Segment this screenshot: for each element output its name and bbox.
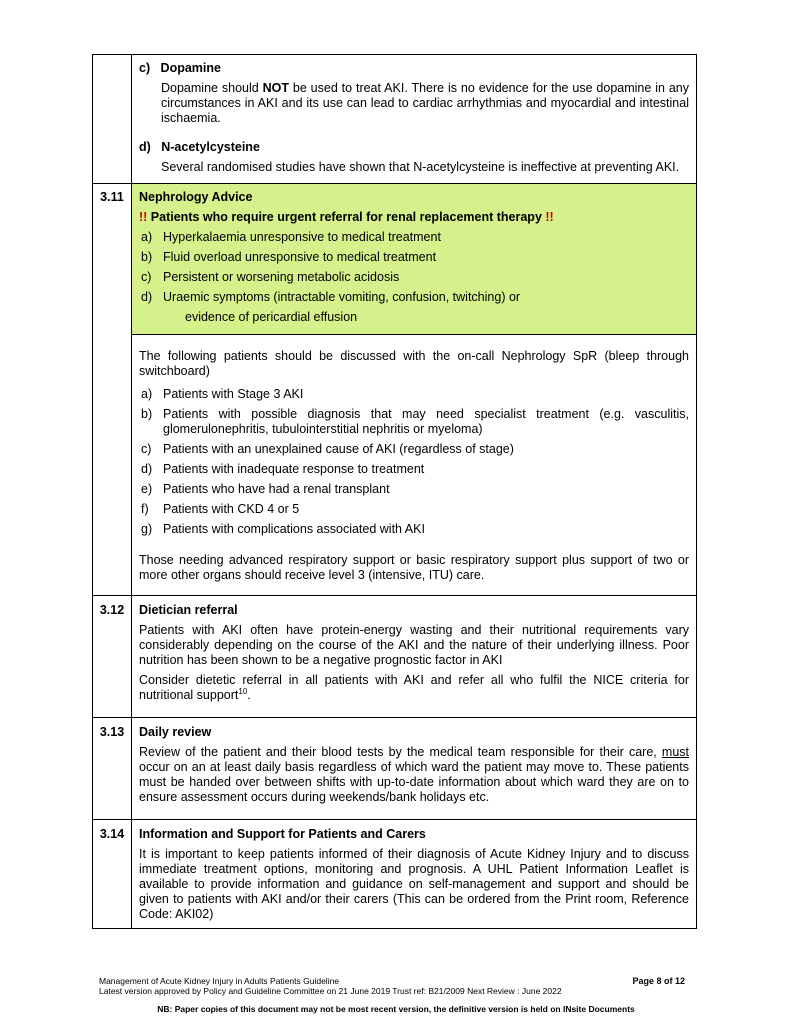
section-row-continued <box>93 55 697 184</box>
list-text: Hyperkalaemia unresponsive to medical treatment <box>163 230 441 244</box>
daily-review-text-a: Review of the patient and their blood tests by the medical team responsible for their care, <box>139 745 662 759</box>
list-marker-empty <box>139 310 163 325</box>
list-text: Persistent or worsening metabolic acidosis <box>163 270 400 284</box>
dietician-title: Dietician referral <box>139 603 238 617</box>
list-text: Patients with complications associated with AKI <box>163 522 425 536</box>
list-item <box>139 462 689 477</box>
info-support-title: Information and Support for Patients and Carers <box>139 827 426 841</box>
list-item <box>139 522 689 537</box>
nac-text: Several randomised studies have shown that N-acetylcysteine is ineffective at preventing AKI. <box>161 160 680 174</box>
list-item-continuation <box>139 310 689 325</box>
paper-copy-notice: NB: Paper copies of this document may not be most recent version, the definitive version is held on INsite Documents <box>157 1004 635 1014</box>
list-marker: d) <box>141 462 153 476</box>
daily-review-must: must <box>661 745 689 759</box>
list-text: Patients with possible diagnosis that may need specialist treatment (e.g. vasculitis, glomerulonephritis, tubulointerstitial nephritis or myeloma) <box>163 407 689 436</box>
section-body-continued <box>132 55 697 184</box>
dietician-p2-text: Consider dietetic referral in all patients with AKI and refer all who fulfil the NICE criteria for nutritional support <box>139 673 689 702</box>
footer-title: Management of Acute Kidney Injury in Adults Patients Guideline <box>99 976 340 986</box>
list-item <box>139 270 689 285</box>
list-item <box>139 407 689 437</box>
section-row-3-11-discuss <box>93 335 697 596</box>
section-row-3-14 <box>93 820 697 929</box>
list-marker: a) <box>141 230 153 244</box>
list-item <box>139 250 689 265</box>
list-text: evidence of pericardial effusion <box>185 310 358 324</box>
guideline-table <box>92 54 697 929</box>
info-support-text: It is important to keep patients informed of their diagnosis of Acute Kidney Injury and to discuss immediate treatment options, monitoring and prognosis. A UHL Patient Information Leaflet is available to provide information and guidance on self-management and support and should be given to patients with AKI and/or their carers (This can be ordered from the Print room, Reference Code: AKI02) <box>139 847 689 921</box>
dopamine-heading <box>139 61 689 76</box>
dopamine-title: Dopamine <box>160 61 221 75</box>
section-body-3-12 <box>132 596 697 718</box>
alert-mark-left: !! <box>139 210 148 224</box>
urgent-referral-heading <box>139 210 689 225</box>
list-marker: c) <box>141 442 152 456</box>
daily-review-text <box>139 745 689 805</box>
section-row-3-13 <box>93 718 697 820</box>
list-marker: f) <box>141 502 149 516</box>
dopamine-mark: c) <box>139 61 151 75</box>
alert-mark-right: !! <box>545 210 554 224</box>
list-marker: b) <box>141 250 153 264</box>
discuss-outro: Those needing advanced respiratory support or basic respiratory support plus support of two or more other organs should receive level 3 (intensive, ITU) care. <box>139 553 689 582</box>
list-text: Patients with inadequate response to treatment <box>163 462 425 476</box>
nephrology-advice-title: Nephrology Advice <box>139 190 253 204</box>
list-text: Patients with CKD 4 or 5 <box>163 502 300 516</box>
reference-superscript: 10 <box>238 686 248 696</box>
list-marker: a) <box>141 387 153 401</box>
dietician-p2 <box>139 673 689 703</box>
urgent-referral-text: Patients who require urgent referral for renal replacement therapy <box>147 210 546 224</box>
daily-review-title: Daily review <box>139 725 212 739</box>
urgent-referral-box <box>132 184 697 335</box>
list-item <box>139 387 689 402</box>
dopamine-text-a: Dopamine should <box>161 81 263 95</box>
discuss-box <box>132 335 697 596</box>
list-item <box>139 290 689 305</box>
dopamine-text-b: be used to treat AKI. There is no evidence for the use dopamine in any circumstances in AKI and its use can lead to cardiac arrhythmias and myocardial and intestinal ischaemia. <box>161 81 689 125</box>
list-item <box>139 230 689 245</box>
section-row-3-12 <box>93 596 697 718</box>
page-footer <box>99 976 685 996</box>
list-marker: d) <box>141 290 153 304</box>
list-marker: e) <box>141 482 153 496</box>
nac-title: N-acetylcysteine <box>161 140 260 154</box>
list-marker: g) <box>141 522 153 536</box>
footer-row <box>99 976 685 986</box>
list-text: Fluid overload unresponsive to medical treatment <box>163 250 437 264</box>
dopamine-text-not: NOT <box>262 81 289 95</box>
list-item <box>139 442 689 457</box>
dopamine-text <box>161 81 689 126</box>
list-marker: c) <box>141 270 152 284</box>
section-row-3-11 <box>93 184 697 335</box>
dietician-p1: Patients with AKI often have protein-energy wasting and their nutritional requirements vary considerably depending on the course of the AKI and the nature of their underlying illness. Poor nutrition has been shown to be a negative prognostic factor in AKI <box>139 623 689 667</box>
nac-mark: d) <box>139 140 151 154</box>
dietician-p2-end: . <box>247 688 251 702</box>
page-number: Page 8 of 12 <box>632 976 685 986</box>
list-text: Patients with Stage 3 AKI <box>163 387 304 401</box>
section-number-3-13: 3.13 <box>93 718 132 820</box>
nac-heading <box>139 140 689 155</box>
urgent-criteria-list <box>139 230 689 325</box>
section-number-3-11: 3.11 <box>93 184 132 596</box>
list-text: Uraemic symptoms (intractable vomiting, confusion, twitching) or <box>163 290 521 304</box>
footer-approval: Latest version approved by Policy and Guideline Committee on 21 June 2019 Trust ref: B21/2009 Next Review : June 2022 <box>99 986 562 996</box>
discuss-criteria-list <box>139 387 689 537</box>
section-number-3-14: 3.14 <box>93 820 132 929</box>
list-marker: b) <box>141 407 153 421</box>
list-item <box>139 502 689 517</box>
list-text: Patients who have had a renal transplant <box>163 482 390 496</box>
list-text: Patients with an unexplained cause of AKI (regardless of stage) <box>163 442 514 456</box>
daily-review-text-b: occur on an at least daily basis regardless of which ward the patient may move to. These patients must be handed over between shifts with up-to-date information about which ward they are on to ensure assessment occurs during weekends/bank holidays etc. <box>139 760 689 804</box>
section-body-3-14 <box>132 820 697 929</box>
section-body-3-13 <box>132 718 697 820</box>
section-number-empty <box>93 55 132 184</box>
discuss-intro: The following patients should be discussed with the on-call Nephrology SpR (bleep through switchboard) <box>139 349 689 378</box>
list-item <box>139 482 689 497</box>
section-number-3-12: 3.12 <box>93 596 132 718</box>
